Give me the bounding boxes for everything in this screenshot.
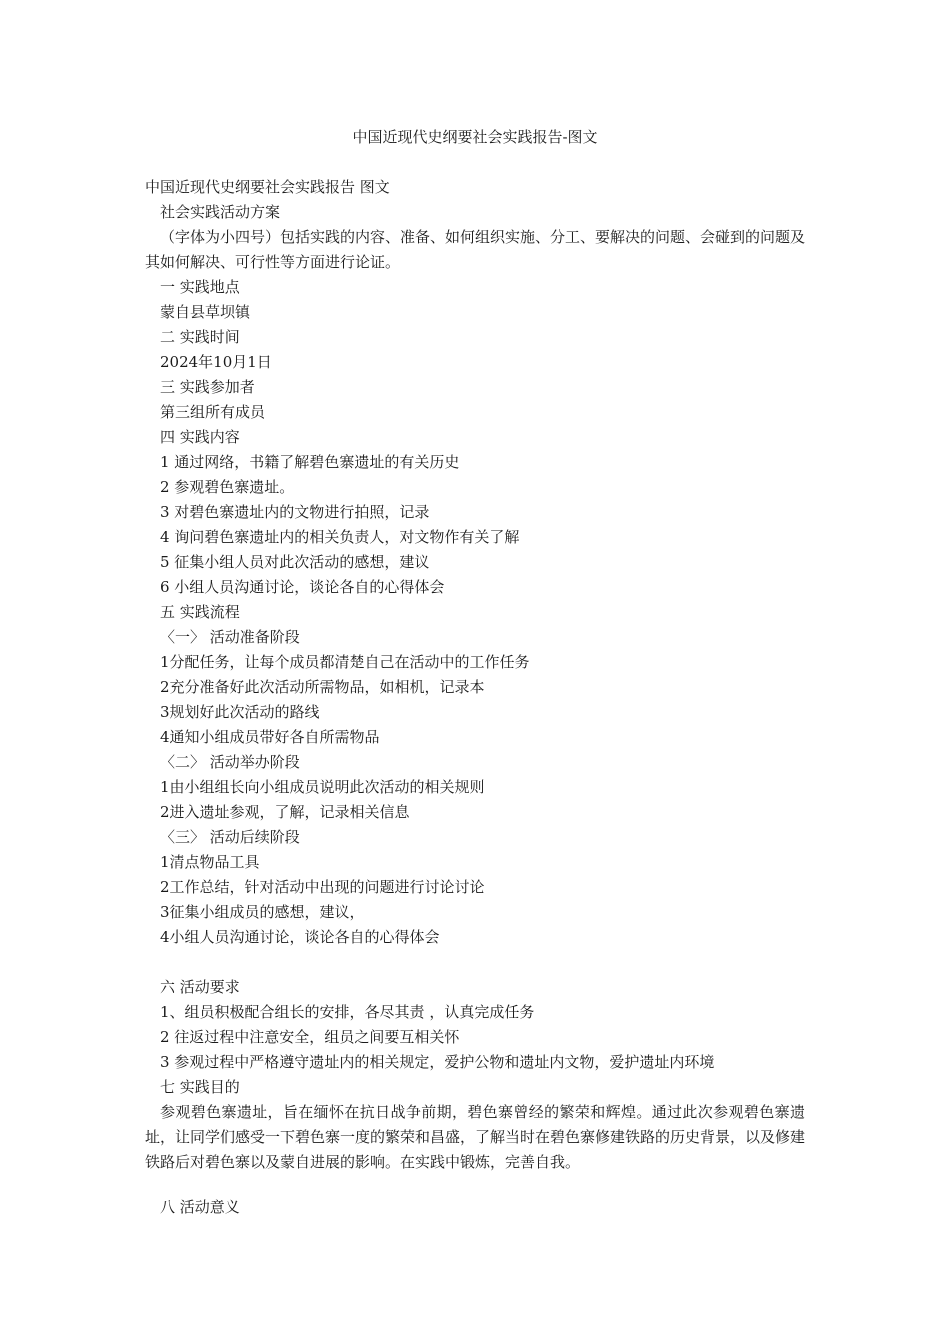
list-item: 2进入遗址参观，了解，记录相关信息 — [160, 803, 410, 821]
list-item: 4小组人员沟通讨论，谈论各自的心得体会 — [160, 928, 440, 946]
section-2-value: 2024年10月1日 — [160, 353, 272, 371]
document-title: 中国近现代史纲要社会实践报告-图文 — [352, 128, 598, 146]
list-item: 2充分准备好此次活动所需物品，如相机，记录本 — [160, 678, 485, 696]
list-item: 1清点物品工具 — [160, 853, 260, 871]
spacer — [145, 950, 805, 975]
list-item: 6 小组人员沟通讨论，谈论各自的心得体会 — [160, 578, 445, 596]
list-item: 1由小组组长向小组成员说明此次活动的相关规则 — [160, 778, 485, 796]
list-item: 3 参观过程中严格遵守遗址内的相关规定，爱护公物和遗址内文物，爱护遗址内环境 — [160, 1053, 715, 1071]
list-item: 2工作总结，针对活动中出现的问题进行讨论讨论 — [160, 878, 485, 896]
section-1-title: 一 实践地点 — [160, 278, 240, 296]
list-item: 1、组员积极配合组长的安排，各尽其责 ，认真完成任务 — [160, 1003, 535, 1021]
list-item: 3征集小组成员的感想，建议， — [160, 903, 365, 921]
document-body — [145, 175, 805, 1220]
report-heading: 中国近现代史纲要社会实践报告 图文 — [145, 178, 390, 196]
intro-paragraph: （字体为小四号）包括实践的内容、准备、如何组织实施、分工、要解决的问题、会碰到的问题及其如何解决、可行性等方面进行论证。 — [145, 228, 806, 271]
list-item: 5 征集小组人员对此次活动的感想，建议 — [160, 553, 430, 571]
stage-2-title: 〈二〉 活动举办阶段 — [160, 753, 300, 771]
purpose-paragraph: 参观碧色寨遗址，旨在缅怀在抗日战争前期，碧色寨曾经的繁荣和辉煌。通过此次参观碧色寨遗址，让同学们感受一下碧色寨一度的繁荣和昌盛，了解当时在碧色寨修建铁路的历史背景，以及修建铁路后对碧色寨以及蒙自进展的影响。在实践中锻炼，完善自我。 — [145, 1103, 806, 1171]
list-item: 3规划好此次活动的路线 — [160, 703, 320, 721]
list-item: 4通知小组成员带好各自所需物品 — [160, 728, 380, 746]
section-3-value: 第三组所有成员 — [160, 403, 266, 421]
list-item: 2 参观碧色寨遗址。 — [160, 478, 295, 496]
section-6-title: 六 活动要求 — [160, 978, 240, 996]
section-4-title: 四 实践内容 — [160, 428, 240, 446]
section-7-title: 七 实践目的 — [160, 1078, 240, 1096]
section-8-title: 八 活动意义 — [160, 1198, 240, 1216]
section-3-title: 三 实践参加者 — [160, 378, 255, 396]
list-item: 4 询问碧色寨遗址内的相关负责人，对文物作有关了解 — [160, 528, 520, 546]
list-item: 2 往返过程中注意安全，组员之间要互相关怀 — [160, 1028, 460, 1046]
plan-title: 社会实践活动方案 — [160, 203, 281, 221]
list-item: 1分配任务，让每个成员都清楚自己在活动中的工作任务 — [160, 653, 530, 671]
list-item: 1 通过网络，书籍了解碧色寨遗址的有关历史 — [160, 453, 460, 471]
section-2-title: 二 实践时间 — [160, 328, 240, 346]
spacer — [145, 1175, 805, 1195]
section-1-value: 蒙自县草坝镇 — [160, 303, 251, 321]
stage-1-title: 〈一〉 活动准备阶段 — [160, 628, 300, 646]
section-5-title: 五 实践流程 — [160, 603, 240, 621]
stage-3-title: 〈三〉 活动后续阶段 — [160, 828, 300, 846]
list-item: 3 对碧色寨遗址内的文物进行拍照，记录 — [160, 503, 430, 521]
